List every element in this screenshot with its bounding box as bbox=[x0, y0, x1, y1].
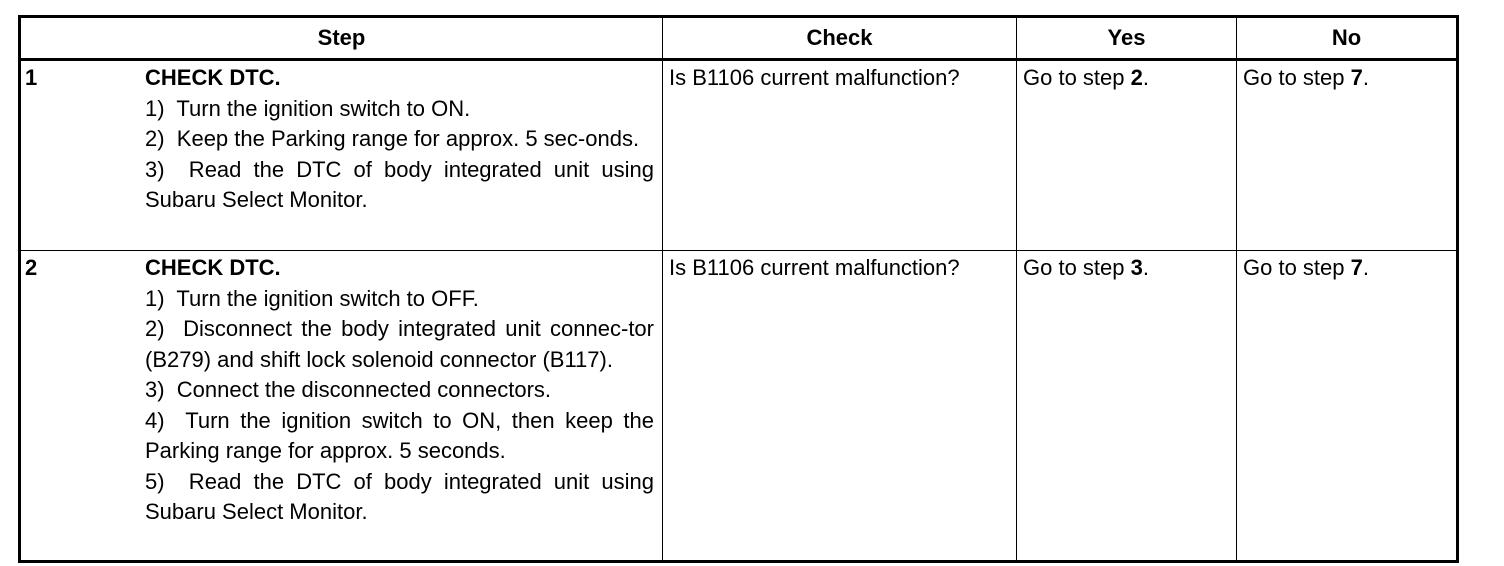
check-cell: Is B1106 current malfunction? bbox=[663, 251, 1017, 562]
step-cell bbox=[20, 251, 663, 562]
step-number: 1 bbox=[25, 65, 38, 90]
substep: 3) Connect the disconnected connectors. bbox=[145, 377, 552, 402]
step-number: 2 bbox=[25, 255, 38, 280]
header-yes: Yes bbox=[1017, 17, 1237, 60]
no-prefix: Go to step bbox=[1243, 255, 1351, 280]
yes-step-link: 2 bbox=[1130, 65, 1143, 90]
substep: 2) Disconnect the body integrated unit connec-tor (B279) and shift lock solenoid connector (B117). bbox=[145, 316, 661, 372]
check-cell: Is B1106 current malfunction? bbox=[663, 60, 1017, 251]
no-step-link: 7 bbox=[1350, 65, 1363, 90]
table-row bbox=[20, 60, 1458, 251]
no-suffix: . bbox=[1362, 255, 1369, 280]
no-prefix: Go to step bbox=[1243, 65, 1351, 90]
diagnostic-table bbox=[18, 15, 1459, 563]
step-title: CHECK DTC. bbox=[145, 255, 281, 280]
yes-prefix: Go to step bbox=[1023, 255, 1131, 280]
step-cell bbox=[20, 60, 663, 251]
substep: 4) Turn the ignition switch to ON, then keep the Parking range for approx. 5 seconds. bbox=[145, 407, 661, 463]
yes-step-link: 3 bbox=[1130, 255, 1143, 280]
step-body bbox=[145, 63, 661, 216]
header-check: Check bbox=[663, 17, 1017, 60]
header-row bbox=[20, 17, 1458, 60]
step-title: CHECK DTC. bbox=[145, 65, 281, 90]
header-step: Step bbox=[20, 17, 663, 60]
step-body bbox=[145, 253, 661, 528]
substep: 1) Turn the ignition switch to OFF. bbox=[145, 285, 479, 311]
substep: 3) Read the DTC of body integrated unit using Subaru Select Monitor. bbox=[145, 156, 661, 212]
yes-suffix: . bbox=[1142, 65, 1149, 90]
yes-suffix: . bbox=[1142, 255, 1149, 280]
no-step-link: 7 bbox=[1350, 255, 1363, 280]
substep: 1) Turn the ignition switch to ON. bbox=[145, 95, 471, 121]
substep: 2) Keep the Parking range for approx. 5 sec-onds. bbox=[145, 126, 640, 151]
no-cell bbox=[1237, 60, 1458, 251]
no-suffix: . bbox=[1362, 65, 1369, 90]
yes-cell bbox=[1017, 60, 1237, 251]
header-no: No bbox=[1237, 17, 1458, 60]
substep: 5) Read the DTC of body integrated unit using Subaru Select Monitor. bbox=[145, 468, 661, 524]
yes-prefix: Go to step bbox=[1023, 65, 1131, 90]
yes-cell bbox=[1017, 251, 1237, 562]
no-cell bbox=[1237, 251, 1458, 562]
table-row bbox=[20, 251, 1458, 562]
